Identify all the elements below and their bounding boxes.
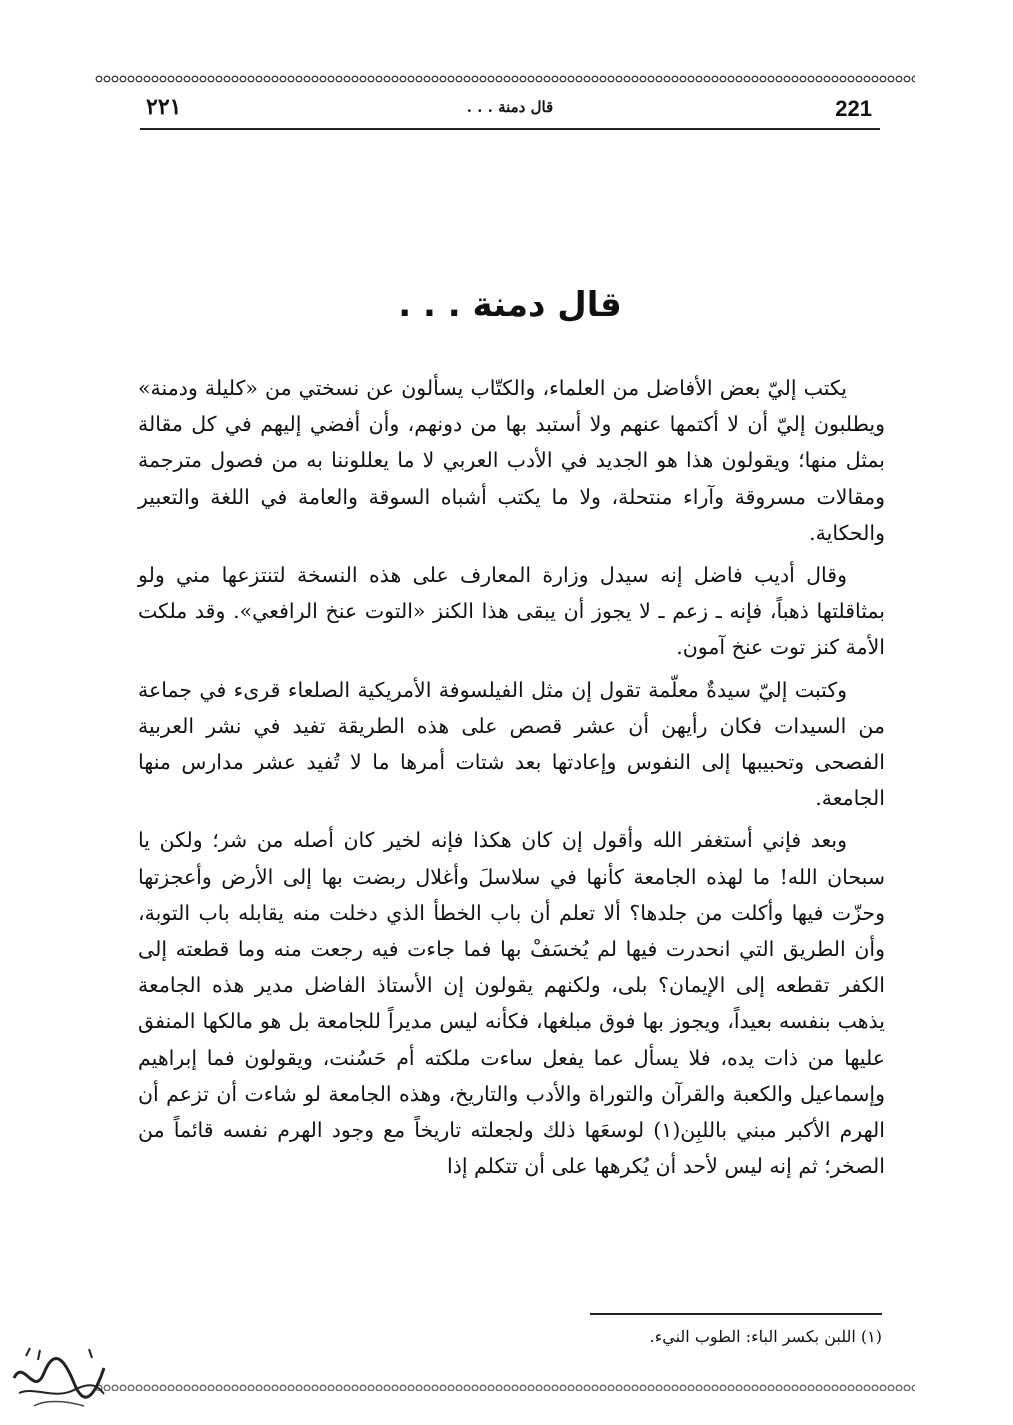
page-number: 221: [835, 96, 872, 121]
bottom-ornament-border: [95, 1383, 915, 1391]
library-stamp-logo: [4, 1338, 112, 1418]
paragraph-2: وقال أديب فاضل إنه سيدل وزارة المعارف على هذه النسخة لتنتزعها مني ولو بمثاقلتها ذهباً، فإنه ـ زعم ـ لا يجوز أن يبقى هذا الكنز «التوت عنخ الرافعي». وقد ملكت الأمة كنز توت عنخ آمون.: [138, 563, 885, 660]
top-ornament-border: [95, 74, 915, 84]
running-header: [140, 94, 880, 130]
footnote-divider: [590, 1313, 882, 1315]
body-text: [138, 370, 885, 1190]
paragraph-4: وبعد فإني أستغفر الله وأقول إن كان هكذا فإنه لخير كان أصله من شر؛ ولكن يا سبحان الله! ما لهذه الجامعة كأنها في سلاسلَ وأغلال ربضت بها إلى الأرض وأعجزتها وحزّت فيها وأكلت من جلدها؟ ألا تعلم أن باب الخطأ الذي دخلت منه يقابله باب التوبة، وأن الطريق التي انحدرت فيها لم يُخسَفْ بها فما جاءت فيه رجعت منه وما قطعته إلى الكفر تقطعه إلى الإيمان؟ بلى، ولكنهم يقولون إن الأستاذ الفاضل مدير هذه الجامعة يذهب بنفسه بعيداً، ويجوز بها فوق مبلغها، فكأنه ليس مديراً للجامعة بل هو مالكها المنفق عليها من ذات يده، فلا يسأل عما يفعل ساءت ملكته أم حَسُنت، ويقولون فما إبراهيم وإسماعيل والكعبة والقرآن والتوراة والأدب والتاريخ، وهذه الجامعة لو شاءت أن تزعم أن الهرم الأكبر مبني باللبِن(١) لوسعَها ذلك ولجعلته تاريخاً مع وجود الهرم نفسه قائماً من الصخر؛ ثم إنه ليس لأحد أن يُكرهها على أن تتكلم إذا: [138, 828, 885, 1179]
running-title: قال دمنة . . .: [466, 98, 554, 116]
page-number-arabic: ٢٢١: [146, 94, 182, 120]
paragraph-3: وكتبت إليّ سيدةٌ معلّمة تقول إن مثل الفيلسوفة الأمريكية الصلعاء قرىء في جماعة من السيدات فكان رأيهن أن عشر قصص على هذه الطريقة تفيد في نشر العربية الفصحى وتحبيبها إلى النفوس وإعادتها بعد شتات أمرها ما لا تُفيد عشر مدارس منها الجامعة.: [138, 677, 885, 811]
paragraph-1: يكتب إليّ بعض الأفاضل من العلماء، والكتّاب يسألون عن نسختي من «كليلة ودمنة» ويطلبون إليّ أن لا أكتمها عنهم ولا أستبد بها من دونهم، وأن أفضي إليهم في كل مقالة بمثل منها؛ ويقولون هذا هو الجديد في الأدب العربي لا ما يعللوننا به من فصول مترجمة ومقالات مسروقة وآراء منتحلة، ولا ما يكتب أشباه السوقة والعامة في اللغة والتعبير والحكاية.: [138, 376, 885, 545]
footnote: (١) اللبن بكسر الباء: الطوب النيء.: [649, 1327, 882, 1346]
chapter-title: قال دمنة . . .: [398, 285, 622, 325]
